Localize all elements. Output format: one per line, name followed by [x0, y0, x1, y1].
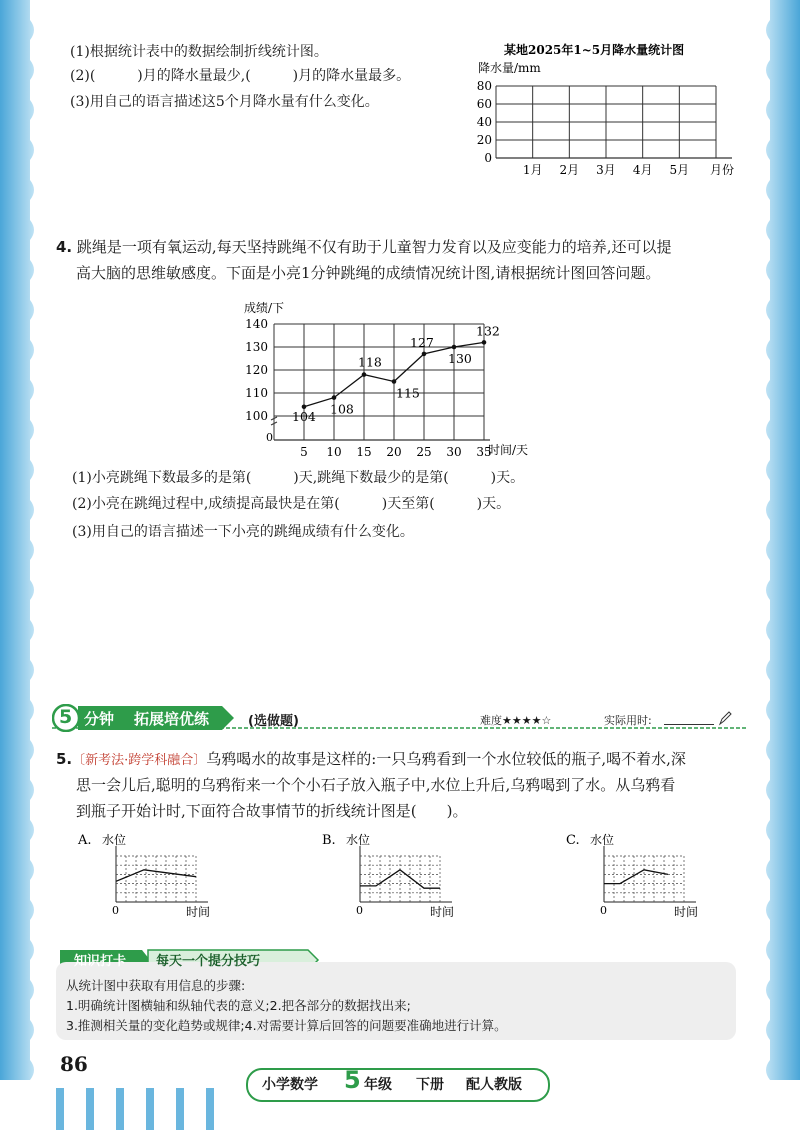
- q4-sub3: (3)用自己的语言描述一下小亮的跳绳成绩有什么变化。: [72, 524, 414, 540]
- rope-data-point: [332, 395, 337, 400]
- rope-data-point: [422, 352, 427, 357]
- rope-xtick-label: 5: [300, 445, 308, 459]
- option-b-chart[interactable]: [316, 826, 486, 926]
- option-a-label: A.: [78, 833, 92, 848]
- rope-y-axis-label: 成绩/下: [244, 301, 285, 315]
- rope-data-label: 127: [410, 334, 434, 350]
- section-badge-number: 5: [59, 706, 73, 728]
- option-c-xlabel: 时间: [674, 905, 699, 919]
- footer-grade: 年级: [364, 1077, 392, 1093]
- rope-data-point: [392, 379, 397, 384]
- q5-line1: [56, 746, 686, 774]
- rainfall-ytick-label: 20: [476, 133, 492, 147]
- tips-line2: 3.推测相关量的变化趋势或规律;4.对需要计算后回答的问题要准确地进行计算。: [66, 1018, 507, 1033]
- tips-line1: 1.明确统计图横轴和纵轴代表的意义;2.把各部分的数据找出来;: [66, 998, 411, 1013]
- rope-data-point: [452, 345, 457, 350]
- option-b-label: B.: [322, 833, 336, 848]
- rope-ytick-label: 130: [245, 340, 268, 354]
- page-number: 86: [60, 1052, 88, 1076]
- footer-edition: 配人教版: [466, 1077, 522, 1093]
- time-used-blank[interactable]: [664, 724, 714, 725]
- rope-xtick-label: 30: [446, 445, 462, 459]
- rainfall-x-axis-label: 月份: [710, 163, 735, 177]
- right-decorative-border: [754, 0, 800, 1080]
- rope-x-axis-label: 时间/天: [488, 443, 529, 457]
- option-a-ylabel: 水位: [102, 833, 127, 847]
- q4-text1: 跳绳是一项有氧运动,每天坚持跳绳不仅有助于儿童智力发育以及应变能力的培养,还可以提: [76, 238, 672, 256]
- rainfall-xtick-label: 4月: [632, 163, 653, 177]
- option-c-ylabel: 水位: [590, 833, 615, 847]
- rainfall-ytick-label: 60: [476, 97, 492, 111]
- difficulty-rating: 难度★★★★☆: [480, 714, 552, 727]
- rope-data-label: 108: [330, 401, 354, 417]
- section-unit: 分钟: [84, 710, 115, 728]
- mini-series-line: [116, 870, 196, 882]
- option-c-chart[interactable]: [560, 826, 730, 926]
- q5-text2: 思一会儿后,聪明的乌鸦衔来一个个小石子放入瓶子中,水位上升后,乌鸦喝到了水。从乌鸦看: [76, 776, 676, 794]
- q3-sub3: (3)用自己的语言描述这5个月降水量有什么变化。: [70, 94, 379, 110]
- rope-data-label: 115: [396, 385, 420, 401]
- tips-tab2: 每天一个提分技巧: [156, 954, 261, 969]
- q5-tag: 〔新考法·跨学科融合〕: [72, 753, 207, 768]
- option-a-chart[interactable]: [72, 826, 242, 926]
- section-optional: (选做题): [248, 714, 299, 729]
- rainfall-xtick-label: 1月: [522, 163, 543, 177]
- footer-banner: [246, 1068, 550, 1102]
- bottom-decorative-stripes: [46, 1088, 226, 1130]
- rainfall-chart-title: 某地2025年1~5月降水量统计图: [504, 43, 685, 57]
- q5-text3: 到瓶子开始计时,下面符合故事情节的折线统计图是( )。: [76, 802, 468, 820]
- option-b-xlabel: 时间: [430, 905, 455, 919]
- rope-xtick-label: 20: [386, 445, 402, 459]
- rope-data-point: [362, 372, 367, 377]
- rope-ytick-label: 100: [245, 409, 268, 423]
- rope-data-label: 130: [448, 351, 472, 366]
- option-b-origin: 0: [356, 904, 363, 917]
- tips-heading: 从统计图中获取有用信息的步骤:: [66, 978, 246, 993]
- pencil-icon: [718, 710, 732, 726]
- footer-grade-number: 5: [344, 1066, 361, 1094]
- rope-xtick-label: 35: [476, 445, 492, 459]
- option-c-origin: 0: [600, 904, 607, 917]
- rainfall-ytick-label: 40: [476, 115, 492, 129]
- footer-subject: 小学数学: [262, 1077, 318, 1093]
- rope-skipping-chart: [232, 296, 562, 461]
- rainfall-ytick-label: 80: [476, 79, 492, 93]
- rope-ytick-label: 140: [245, 317, 268, 331]
- rope-xtick-label: 15: [356, 445, 372, 459]
- q4-intro-line2: 高大脑的思维敏感度。下面是小亮1分钟跳绳的成绩情况统计图,请根据统计图回答问题。: [76, 264, 661, 282]
- rainfall-xtick-label: 5月: [669, 163, 690, 177]
- rainfall-chart: [456, 38, 746, 188]
- option-c-label: C.: [566, 833, 580, 848]
- rope-xtick-label: 10: [326, 445, 342, 459]
- q4-sub1: (1)小亮跳绳下数最多的是第( )天,跳绳下数最少的是第( )天。: [72, 470, 525, 486]
- q3-sub1: (1)根据统计表中的数据绘制折线统计图。: [70, 44, 328, 60]
- rainfall-xtick-label: 3月: [596, 163, 616, 177]
- rope-data-label: 132: [476, 323, 500, 339]
- mini-series-line: [604, 870, 668, 884]
- option-a-origin: 0: [112, 904, 119, 917]
- section-header: [52, 704, 746, 732]
- q3-sub2: (2)( )月的降水量最少,( )月的降水量最多。: [70, 68, 411, 84]
- rope-data-label: 118: [358, 354, 382, 370]
- rope-origin-label: 0: [266, 431, 273, 444]
- q4-intro-line1: [56, 234, 671, 260]
- rope-ytick-label: 120: [245, 363, 268, 377]
- rainfall-ytick-label: 0: [484, 151, 492, 165]
- rope-series: [292, 323, 500, 423]
- rope-xtick-label: 25: [416, 445, 432, 459]
- left-decorative-border: [0, 0, 46, 1080]
- time-used-label: 实际用时:: [604, 714, 652, 727]
- rainfall-y-axis-label: 降水量/mm: [478, 61, 541, 75]
- rainfall-grid: [496, 86, 732, 158]
- option-a-xlabel: 时间: [186, 905, 211, 919]
- q4-sub2: (2)小亮在跳绳过程中,成绩提高最快是在第( )天至第( )天。: [72, 496, 511, 512]
- rope-ytick-label: 110: [245, 386, 268, 400]
- option-b-ylabel: 水位: [346, 833, 371, 847]
- rope-data-label: 104: [292, 408, 316, 424]
- section-title: 拓展培优练: [134, 710, 210, 728]
- footer-volume: 下册: [416, 1077, 444, 1093]
- q4-number: 4.: [56, 238, 73, 256]
- q5-number: 5.: [56, 750, 73, 768]
- q5-text1: 乌鸦喝水的故事是这样的:一只乌鸦看到一个水位较低的瓶子,喝不着水,深: [206, 750, 686, 768]
- tips-tab1: 知识打卡: [74, 954, 127, 969]
- rope-data-point: [482, 340, 487, 345]
- rainfall-xtick-label: 2月: [559, 163, 580, 177]
